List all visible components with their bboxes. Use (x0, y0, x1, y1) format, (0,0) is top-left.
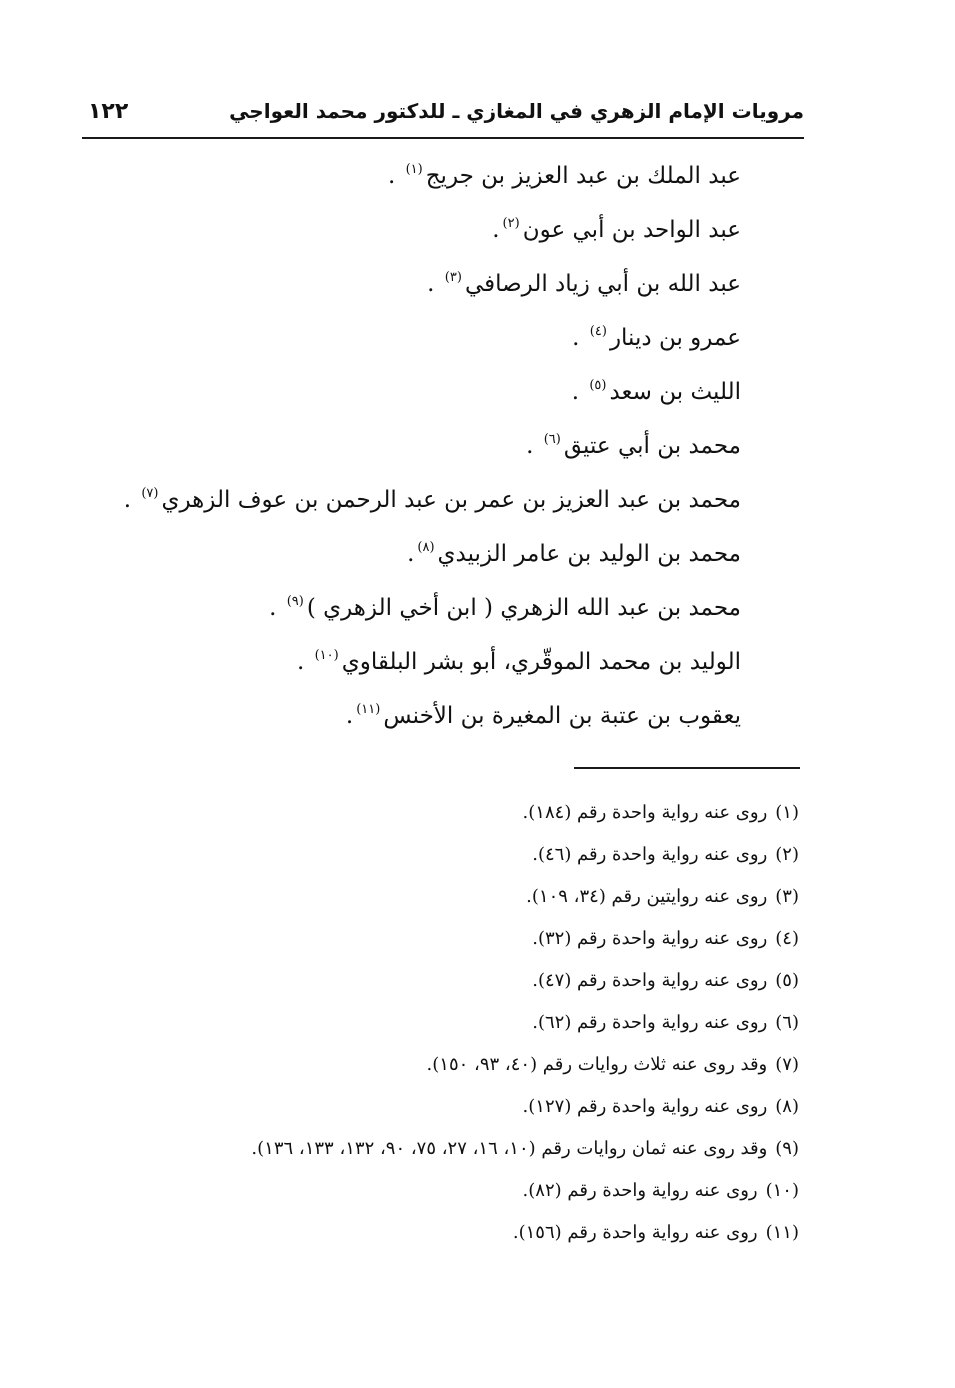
footnote-ref: (٢) (502, 216, 520, 231)
line-end: . (345, 703, 354, 729)
line-end: . (572, 325, 580, 351)
footnote-number: (١١) (765, 1222, 799, 1243)
narrator-item (81, 361, 741, 415)
footnote-separator (574, 767, 800, 769)
narrator-name: محمد بن عبد العزيز بن عمر بن عبد الرحمن بن عوف الزهري (161, 487, 741, 513)
footnote-ref: (٩) (286, 594, 304, 609)
footnote-number: (١) (775, 802, 799, 823)
footnote-item (99, 1213, 799, 1255)
footnote-text: روى عنه رواية واحدة رقم (٣٢). (532, 928, 768, 949)
footnote-text: وقد روى عنه ثمان روايات رقم (١٠، ١٦، ٢٧، ٧٥، ٩٠، ١٣٢، ١٣٣، ١٣٦). (251, 1138, 768, 1159)
narrator-item (81, 577, 741, 631)
narrator-item (81, 685, 741, 739)
footnote-text: روى عنه رواية واحدة رقم (٦٢). (532, 1012, 768, 1033)
footnote-number: (٢) (775, 844, 799, 865)
line-end: . (387, 163, 396, 189)
footnote-number: (٤) (775, 928, 799, 949)
footnote-number: (٩) (775, 1138, 799, 1159)
footnote-text: روى عنه رواية واحدة رقم (١٥٦). (512, 1222, 758, 1243)
narrator-name: عبد الملك بن عبد العزيز بن جريج (425, 163, 741, 189)
footnote-ref: (٨) (417, 540, 435, 555)
line-end: . (492, 217, 500, 243)
page-number: ١٢٢ (88, 99, 129, 124)
running-title: مرويات الإمام الزهري في المغازي ـ للدكتور محمد العواجي (229, 99, 804, 123)
footnote-ref: (٣) (444, 270, 462, 285)
narrator-name: عبد الله بن أبي زياد الرصافي (464, 271, 741, 297)
footnote-item (99, 1045, 799, 1087)
narrator-name: محمد بن أبي عتيق (563, 433, 741, 459)
narrator-item (81, 145, 741, 199)
footnote-item (99, 919, 799, 961)
line-end: . (571, 379, 580, 405)
narrator-name: محمد بن الوليد بن عامر الزبيدي (437, 541, 741, 567)
footnote-number: (٨) (775, 1096, 799, 1117)
footnote-item (99, 835, 799, 877)
narrator-name: الليث بن سعد (609, 379, 741, 405)
line-end: . (526, 433, 534, 459)
footnote-item (99, 1087, 799, 1129)
narrator-item (81, 631, 741, 685)
footnote-ref: (١) (405, 162, 423, 177)
narrators-list (81, 145, 741, 739)
narrator-item (81, 523, 741, 577)
footnote-ref: (٤) (589, 324, 607, 339)
page-header (82, 95, 804, 139)
footnote-ref: (٧) (141, 486, 159, 501)
line-end: . (407, 541, 415, 567)
line-end: . (427, 271, 435, 297)
footnote-text: روى عنه رواية واحدة رقم (١٢٧). (522, 1096, 768, 1117)
footnote-number: (٧) (775, 1054, 799, 1075)
footnote-number: (٦) (775, 1012, 799, 1033)
line-end: . (269, 595, 277, 621)
narrator-item (81, 253, 741, 307)
line-end: . (123, 487, 132, 513)
footnotes-list (99, 793, 799, 1255)
footnote-ref: (٦) (543, 432, 561, 447)
narrator-name: الوليد بن محمد الموقّري، أبو بشر البلقاوي (341, 649, 741, 675)
footnote-text: روى عنه رواية واحدة رقم (٤٧). (532, 970, 768, 991)
footnote-text: وقد روى عنه ثلاث روايات رقم (٤٠، ٩٣، ١٥٠). (426, 1054, 768, 1075)
narrator-item (81, 307, 741, 361)
footnote-text: روى عنه رواية واحدة رقم (٨٢). (522, 1180, 758, 1201)
narrator-name: عمرو بن دينار (609, 325, 741, 351)
footnote-item (99, 1129, 799, 1171)
footnote-item (99, 1003, 799, 1045)
footnote-item (99, 961, 799, 1003)
narrator-item (81, 469, 741, 523)
narrator-name: محمد بن عبد الله الزهري ( ابن أخي الزهري ) (306, 595, 741, 621)
footnote-number: (١٠) (765, 1180, 799, 1201)
footnote-text: روى عنه رواية واحدة رقم (٤٦). (532, 844, 768, 865)
footnote-ref: (٥) (589, 378, 607, 393)
footnote-ref: (١١) (356, 702, 381, 717)
footnote-ref: (١٠) (314, 648, 339, 663)
narrator-name: عبد الواحد بن أبي عون (522, 217, 741, 243)
narrator-name: يعقوب بن عتبة بن المغيرة بن الأخنس (383, 703, 741, 729)
narrator-item (81, 415, 741, 469)
footnote-number: (٥) (775, 970, 799, 991)
line-end: . (296, 649, 305, 675)
footnote-number: (٣) (775, 886, 799, 907)
footnote-item (99, 793, 799, 835)
footnote-text: روى عنه روايتين رقم (٣٤، ١٠٩). (526, 886, 768, 907)
footnote-item (99, 877, 799, 919)
footnote-item (99, 1171, 799, 1213)
footnote-text: روى عنه رواية واحدة رقم (١٨٤). (522, 802, 768, 823)
narrator-item (81, 199, 741, 253)
